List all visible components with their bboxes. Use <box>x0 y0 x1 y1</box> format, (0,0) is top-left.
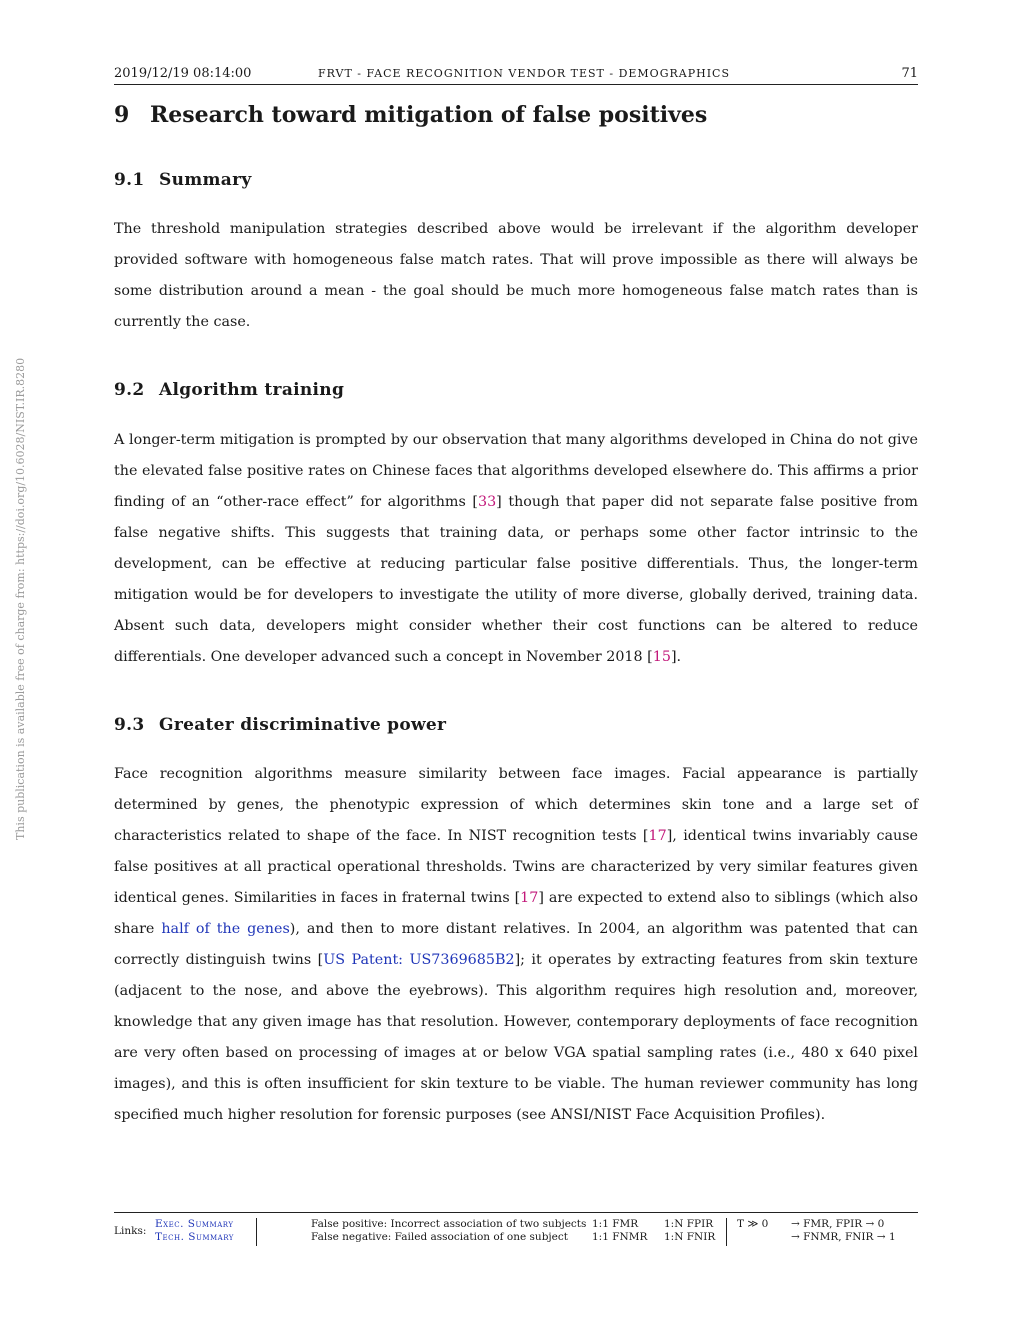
citation-link[interactable]: 17 <box>648 828 667 844</box>
citation-link[interactable]: 15 <box>652 649 671 665</box>
section-number: 9 <box>114 102 130 128</box>
page-header <box>114 64 918 85</box>
footer-divider <box>726 1218 727 1246</box>
text-run: A longer-term mitigation is prompted by our observation that many algorithms developed in China do not give the elevated false positive rates on Chinese faces that algorithms developed elsewhere do. This affirms a prior finding of an “other-race effect” for algorithms [ <box>114 432 918 510</box>
discriminative-power-paragraph <box>114 759 918 1131</box>
text-run: ] though that paper did not separate false positive from false negative shifts. This suggests that training data, or perhaps some other factor intrinsic to the development, can be effective at reducing particular false positive differentials. Thus, the longer-term mitigation would be for developers to investigate the utility of more diverse, globally derived, training data. Absent such data, developers might consider whether their cost functions can be altered to reduce differentials. One developer advanced such a concept in November 2018 [ <box>114 494 918 665</box>
text-run: ] are expected to extend also to siblings (which also share <box>114 890 918 937</box>
section-heading <box>114 102 707 128</box>
subsection-title: Algorithm training <box>159 380 345 400</box>
error-definitions <box>311 1218 586 1244</box>
algorithm-training-paragraph <box>114 425 918 673</box>
subsection-number: 9.3 <box>114 715 145 735</box>
footer-links <box>155 1218 234 1244</box>
subsection-number: 9.2 <box>114 380 145 400</box>
subsection-number: 9.1 <box>114 170 145 190</box>
availability-note: This publication is available free of charge from: https://doi.org/10.6028/NIST.IR.8280 <box>14 357 27 840</box>
section-title: Research toward mitigation of false positives <box>150 102 708 128</box>
subsection-heading-9-1 <box>114 170 252 190</box>
footer-divider <box>256 1218 257 1246</box>
genes-link[interactable]: half of the genes <box>161 921 290 937</box>
running-title: FRVT - FACE RECOGNITION VENDOR TEST - DEMOGRAPHICS <box>318 67 731 80</box>
threshold-label: T ≫ 0 <box>737 1218 769 1230</box>
summary-paragraph: The threshold manipulation strategies described above would be irrelevant if the algorithm developer provided software with homogeneous false match rates. That will prove impossible as there will always be some distribution around a mean - the goal should be much more homogeneous false match rates than is currently the case. <box>114 221 918 330</box>
subsection-heading-9-3 <box>114 715 446 735</box>
false-positive-definition: False positive: Incorrect association of two subjects <box>311 1218 587 1230</box>
citation-link[interactable]: 17 <box>520 890 539 906</box>
text-run: Face recognition algorithms measure similarity between face images. Facial appearance is partially determined by genes, the phenotypic expression of which determines skin tone and a large set of characteristics related to shape of the face. In NIST recognition tests [ <box>114 766 918 844</box>
tech-summary-link[interactable]: Tech. Summary <box>155 1231 234 1243</box>
links-label: Links: <box>114 1225 147 1237</box>
text-run: ]. <box>670 649 682 665</box>
subsection-title: Greater discriminative power <box>159 715 447 735</box>
exec-summary-link[interactable]: Exec. Summary <box>155 1218 234 1230</box>
page-number: 71 <box>901 66 918 81</box>
patent-link[interactable]: US Patent: US7369685B2 <box>323 952 515 968</box>
text-run: ), and then to more distant relatives. In 2004, an algorithm was patented that can correctly distinguish twins [ <box>114 921 918 968</box>
header-date: 2019/12/19 08:14:00 <box>114 66 252 81</box>
fpir-label: 1:N FPIR <box>664 1218 714 1230</box>
high-threshold-effect-positive: → FMR, FPIR → 0 <box>791 1218 885 1230</box>
high-threshold-effect-negative: → FNMR, FNIR → 1 <box>791 1231 896 1243</box>
threshold-effects <box>791 1218 896 1244</box>
fmr-label: 1:1 FMR <box>592 1218 639 1230</box>
false-negative-definition: False negative: Failed association of one subject <box>311 1231 568 1243</box>
footer-rule <box>114 1212 918 1213</box>
subsection-heading-9-2 <box>114 380 344 400</box>
subsection-title: Summary <box>159 170 252 190</box>
fnmr-label: 1:1 FNMR <box>592 1231 648 1243</box>
fnir-label: 1:N FNIR <box>664 1231 716 1243</box>
text-run: ], identical twins invariably cause false positives at all practical operational thresholds. Twins are characterized by very similar features given identical genes. Similarities in faces in fraternal twins [ <box>114 828 918 906</box>
one-to-one-metrics <box>592 1218 647 1244</box>
text-run: ]; it operates by extracting features from skin texture (adjacent to the nose, and above the eyebrows). This algorithm requires high resolution and, moreover, knowledge that any given image has that resolution. However, contemporary deployments of face recognition are very often based on processing of images at or below VGA spatial sampling rates (i.e., 480 x 640 pixel images), and this is often insufficient for skin texture to be viable. The human reviewer community has long specified much higher resolution for forensic purposes (see ANSI/NIST Face Acquisition Profiles). <box>114 952 918 1123</box>
one-to-many-metrics <box>664 1218 715 1244</box>
citation-link[interactable]: 33 <box>477 494 497 510</box>
